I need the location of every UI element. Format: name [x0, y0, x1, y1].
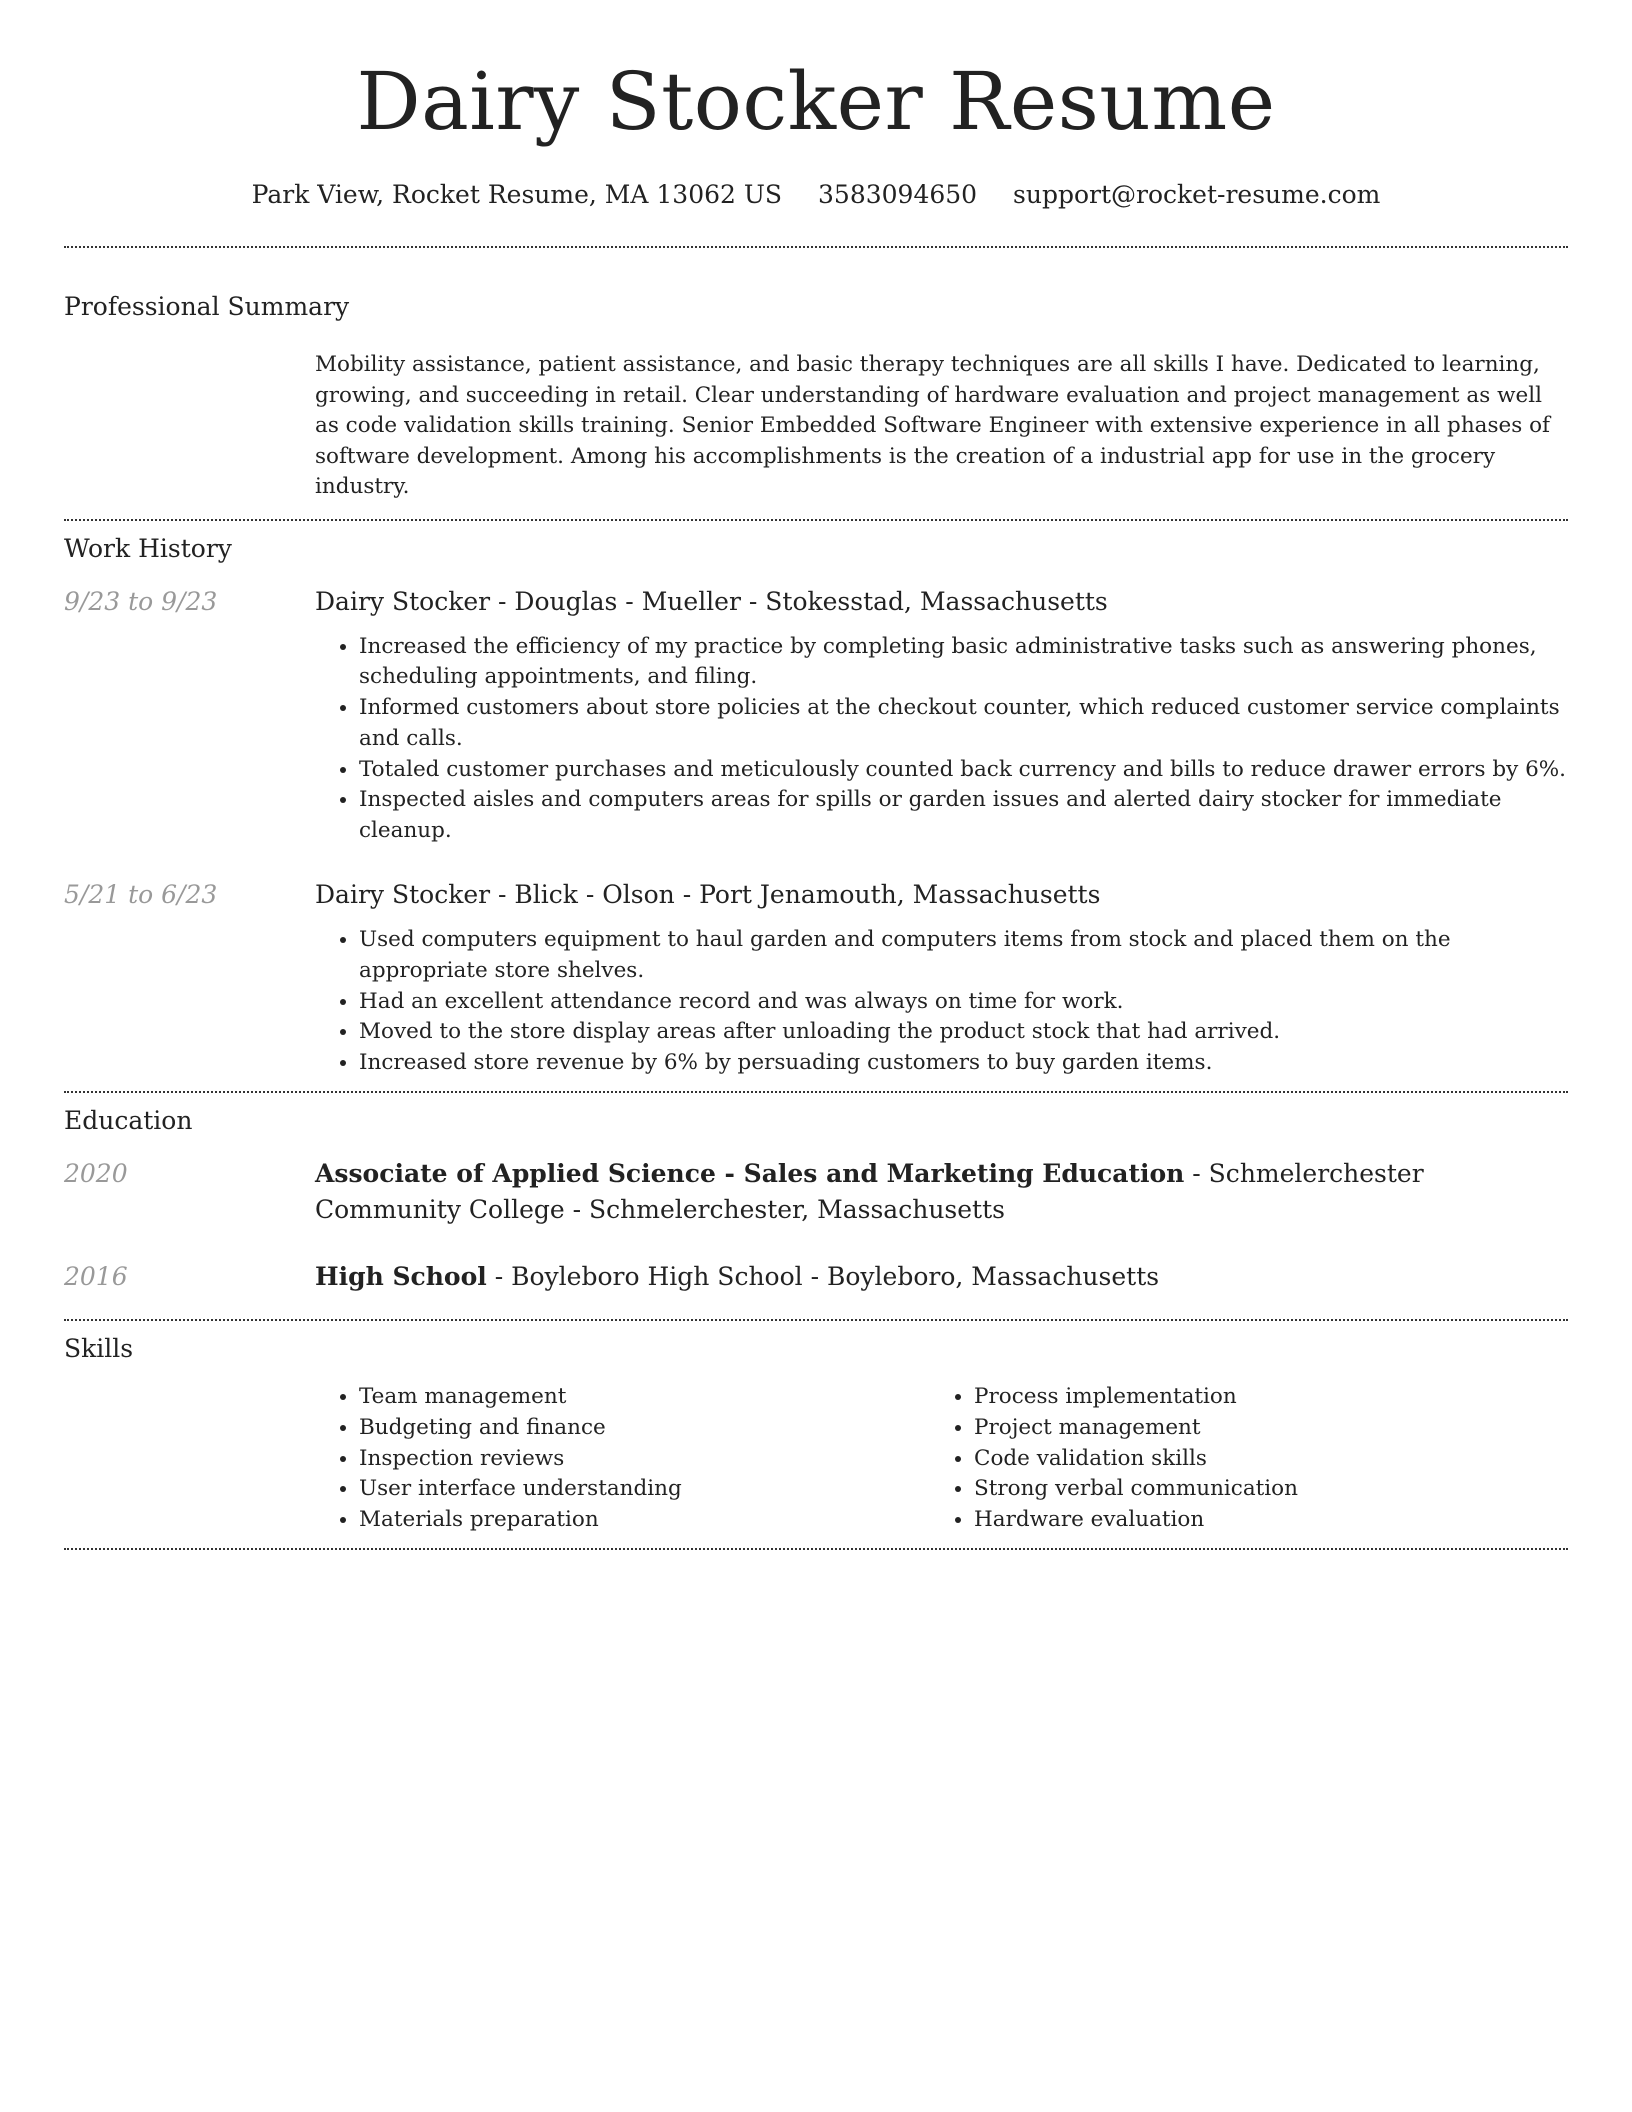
skill-item: • Strong verbal communication: [974, 1474, 1545, 1505]
education-school: - Schmelerchester Community College - Schmelerchester, Massachusetts: [315, 1159, 1424, 1225]
job-bullet: • Increased store revenue by 6% by persuading customers to buy garden items.: [359, 1048, 1568, 1079]
summary-text: Mobility assistance, patient assistance, and basic therapy techniques are all skills I have. Dedicated to learning, growing, and succeeding in retail. Clear understanding of hardware evaluation and project management as well as code validation skills training. Senior Embedded Software Engineer with extensive experience in all phases of software development. Among his accomplishments is the creation of a industrial app for use in the grocery industry.: [315, 352, 1551, 499]
job-dates: 9/23 to 9/23: [64, 586, 218, 616]
education-details: [315, 1156, 1568, 1228]
skill-item: • Inspection reviews: [359, 1444, 930, 1475]
job-entry: [64, 877, 1568, 1079]
skills-list: [930, 1382, 1545, 1536]
work-history-heading: Work History: [64, 533, 232, 563]
job-bullets: [315, 925, 1568, 1079]
divider: [64, 1548, 1568, 1550]
job-bullet: • Informed customers about store policies at the checkout counter, which reduced customer service complaints and calls.: [359, 693, 1568, 755]
job-details: [315, 584, 1568, 848]
summary-section: [64, 290, 1568, 519]
contact-phone: 3583094650: [818, 180, 978, 209]
skill-item: • Team management: [359, 1382, 930, 1413]
education-school: - Boyleboro High School - Boyleboro, Massachusetts: [486, 1262, 1160, 1292]
contact-email: support@rocket-resume.com: [1013, 180, 1381, 209]
skill-item: • Hardware evaluation: [974, 1505, 1545, 1536]
education-heading: Education: [64, 1106, 193, 1136]
skill-item: • Budgeting and finance: [359, 1413, 930, 1444]
skills-column-left: [315, 1382, 930, 1536]
job-bullet: • Increased the efficiency of my practice by completing basic administrative tasks such as answering phones, scheduling appointments, and filing.: [359, 632, 1568, 694]
job-bullet: • Totaled customer purchases and meticulously counted back currency and bills to reduce drawer errors by 6%.: [359, 755, 1568, 786]
skill-item: • Code validation skills: [974, 1444, 1545, 1475]
skills-list: [315, 1382, 930, 1536]
summary-heading: Professional Summary: [64, 292, 350, 321]
job-heading: Dairy Stocker - Blick - Olson - Port Jenamouth, Massachusetts: [315, 880, 1101, 910]
education-section: [64, 1093, 1568, 1319]
resume-title: Dairy Stocker Resume: [356, 55, 1276, 148]
education-degree: High School: [315, 1262, 487, 1292]
education-year: 2020: [64, 1159, 128, 1189]
job-dates: 5/21 to 6/23: [64, 880, 218, 910]
work-history-section: [64, 521, 1568, 1092]
job-heading: Dairy Stocker - Douglas - Mueller - Stokesstad, Massachusetts: [315, 586, 1108, 616]
job-details: [315, 877, 1568, 1079]
skills-heading: Skills: [64, 1334, 134, 1364]
contact-line: [64, 178, 1568, 212]
job-bullets: [315, 632, 1568, 848]
skill-item: • User interface understanding: [359, 1474, 930, 1505]
education-details: [315, 1259, 1568, 1295]
job-entry: [64, 584, 1568, 848]
education-year: 2016: [64, 1262, 128, 1292]
job-bullet: • Used computers equipment to haul garden and computers items from stock and placed them on the appropriate store shelves.: [359, 925, 1568, 987]
skill-item: • Materials preparation: [359, 1505, 930, 1536]
job-bullet: • Had an excellent attendance record and was always on time for work.: [359, 987, 1568, 1018]
skills-section: [64, 1321, 1568, 1548]
job-bullet: • Moved to the store display areas after unloading the product stock that had arrived.: [359, 1017, 1568, 1048]
skills-column-right: [930, 1382, 1545, 1536]
education-entry: [64, 1259, 1568, 1295]
divider: [64, 246, 1568, 248]
contact-address: Park View, Rocket Resume, MA 13062 US: [251, 180, 783, 209]
skill-item: • Project management: [974, 1413, 1545, 1444]
education-entry: [64, 1156, 1568, 1228]
skill-item: • Process implementation: [974, 1382, 1545, 1413]
skills-grid: [315, 1382, 1568, 1536]
education-degree: Associate of Applied Science - Sales and Marketing Education: [315, 1159, 1185, 1189]
job-bullet: • Inspected aisles and computers areas for spills or garden issues and alerted dairy stocker for immediate cleanup.: [359, 785, 1568, 847]
